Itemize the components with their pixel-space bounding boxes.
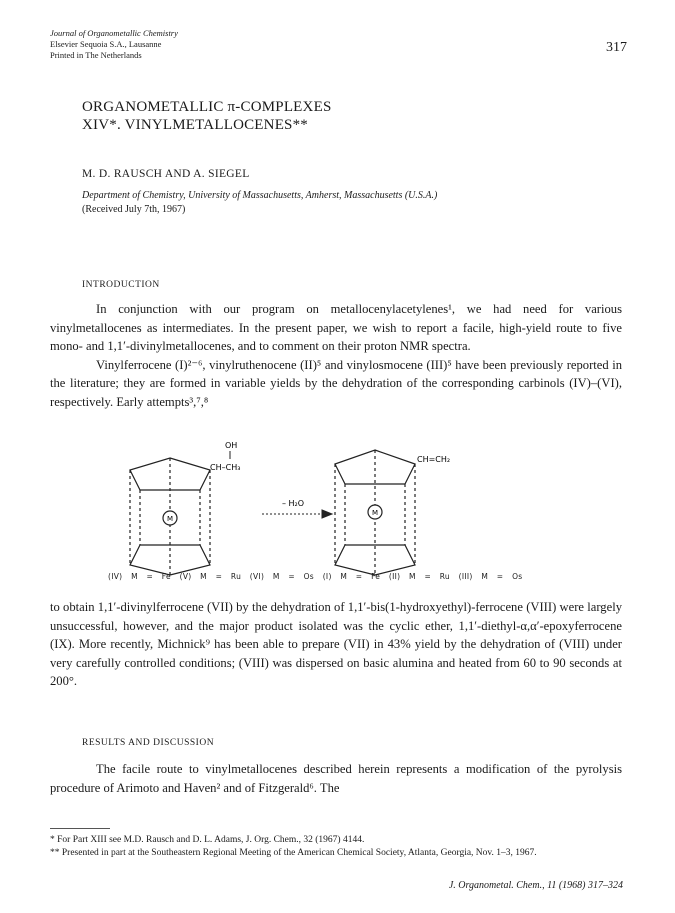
publisher: Elsevier Sequoia S.A., Lausanne <box>50 39 162 49</box>
title-line-1: ORGANOMETALLIC π-COMPLEXES <box>82 99 332 115</box>
footnote-divider <box>50 828 110 829</box>
footnote-1: * For Part XIII see M.D. Rausch and D. L. Adams, J. Org. Chem., 32 (1967) 4144. <box>50 835 365 845</box>
paper-title <box>82 98 332 134</box>
received-date: (Received July 7th, 1967) <box>82 204 186 215</box>
printed-note: Printed in The Netherlands <box>50 50 142 60</box>
figure-caption: (IV) M = Fe (V) M = Ru (VI) M = Os (I) M = Fe (II) M = Ru (III) M = Os <box>108 572 523 581</box>
intro-paragraph-3: to obtain 1,1′-divinylferrocene (VII) by the dehydration of 1,1′-bis(1-hydroxyethyl)-ferrocene (VIII) were largely unsuccessful, however, and the major product isolated was the cyclic ether, 1,1′-diethyl-α,α′-epoxyferrocene (IX). More recently, Michnick⁹ has been able to prepare (VII) in 43% yield by the dehydration of (VIII) under very carefully controlled conditions; (VIII) was dispersed on basic alumina and heated from 60 to 90 seconds at 200°. <box>50 600 622 688</box>
page-number: 317 <box>606 40 627 55</box>
intro-text <box>50 300 622 411</box>
arrow-label: – H₂O <box>282 499 305 508</box>
authors: M. D. RAUSCH AND A. SIEGEL <box>82 168 250 180</box>
oh-label: OH <box>225 441 238 450</box>
substituent-label-right: CH=CH₂ <box>417 455 451 464</box>
affiliation: Department of Chemistry, University of Massachusetts, Amherst, Massachusetts (U.S.A.) <box>82 190 438 201</box>
reaction-arrow <box>262 510 332 518</box>
intro-paragraph-1: In conjunction with our program on metallocenylacetylenes¹, we had need for various vinylmetallocenes as intermediates. In the present paper, we wish to report a facile, high-yield route to five mono- and 1,1′-divinylmetallocenes, and to comment on their proton NMR spectra. <box>50 302 622 353</box>
intro-paragraph-2: Vinylferrocene (I)²⁻⁶, vinylruthenocene (II)⁵ and vinylosmocene (III)⁵ have been previously reported in the literature; they are formed in variable yields by the dehydration of the corresponding carbinols (IV)–(VI), respectively. Early attempts³,⁷,⁸ <box>50 357 622 409</box>
reaction-scheme <box>60 440 620 590</box>
footnote-2: ** Presented in part at the Southeastern Regional Meeting of the American Chemical Society, Atlanta, Georgia, Nov. 1–3, 1967. <box>50 848 537 858</box>
metal-label-left: M <box>166 515 174 523</box>
results-text <box>50 760 622 797</box>
journal-name: Journal of Organometallic Chemistry <box>50 28 178 38</box>
section-heading-results: RESULTS AND DISCUSSION <box>82 738 215 748</box>
results-paragraph-1: The facile route to vinylmetallocenes described herein represents a modification of the pyrolysis procedure of Arimoto and Haven² and of Fitzgerald⁶. The <box>50 762 622 795</box>
intro-continuation <box>50 598 622 691</box>
journal-citation-footer: J. Organometal. Chem., 11 (1968) 317–324 <box>448 880 623 891</box>
metal-label-right: M <box>371 509 379 517</box>
title-line-2: XIV*. VINYLMETALLOCENES** <box>82 117 309 133</box>
section-heading-introduction: INTRODUCTION <box>82 280 160 290</box>
journal-header <box>50 28 178 61</box>
substituent-label-left: CH–CH₃ <box>210 463 241 472</box>
